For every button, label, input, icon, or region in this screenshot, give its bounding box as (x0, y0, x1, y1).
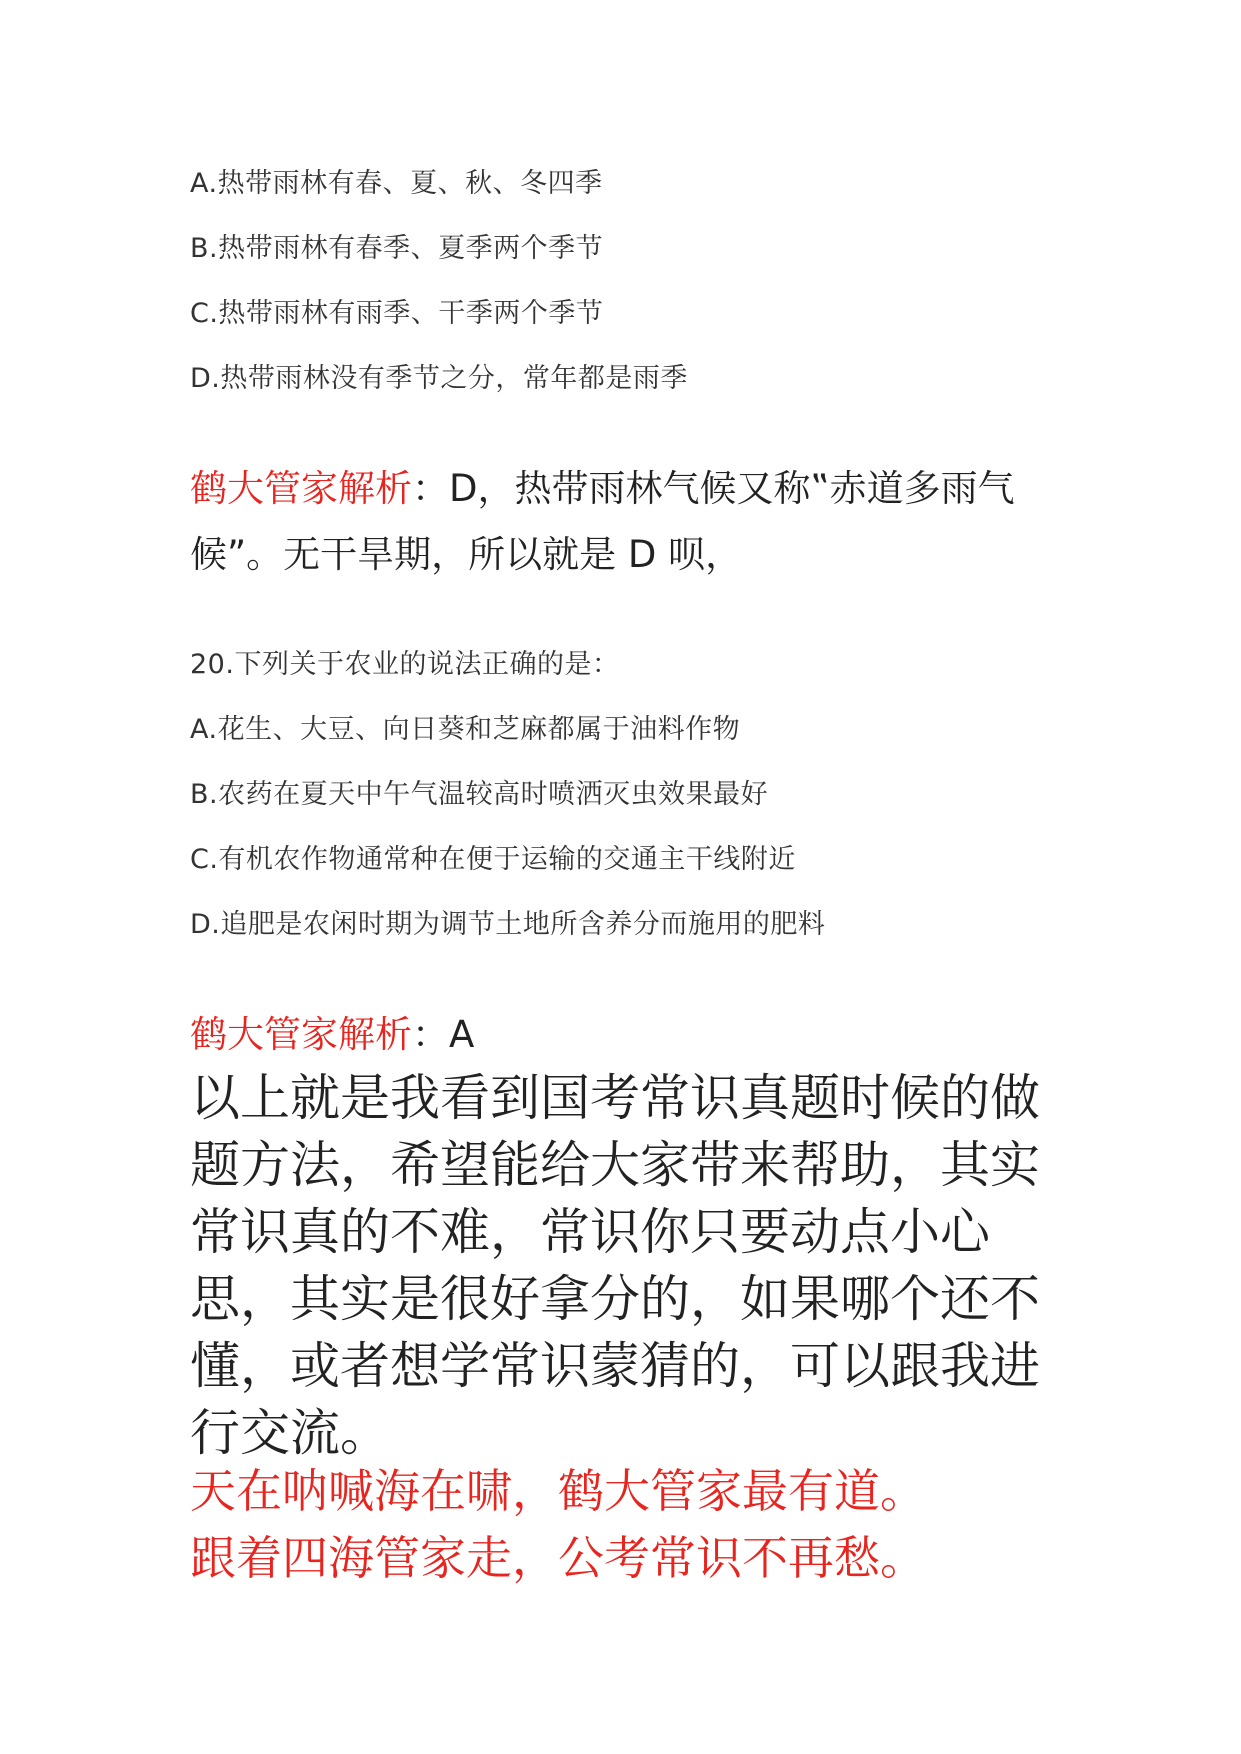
slogan-line-1: 天在呐喊海在啸，鹤大管家最有道。 (190, 1464, 926, 1518)
q20-analysis-text: A (449, 1013, 475, 1056)
q20-option-c: C.有机农作物通常种在便于运输的交通主干线附近 (190, 844, 796, 875)
document-page (190, 0, 1070, 1754)
q19-analysis-label: 鹤大管家解析 (190, 467, 412, 510)
q19-analysis (190, 456, 1070, 588)
q20-option-d: D.追肥是农闲时期为调节土地所含养分而施用的肥料 (190, 909, 826, 940)
q20-option-a: A.花生、大豆、向日葵和芝麻都属于油料作物 (190, 714, 741, 745)
q20-option-b: B.农药在夏天中午气温较高时喷洒灭虫效果最好 (190, 779, 769, 810)
q19-option-a: A.热带雨林有春、夏、秋、冬四季 (190, 168, 603, 199)
q19-option-b: B.热带雨林有春季、夏季两个季节 (190, 233, 604, 264)
q20-analysis-label: 鹤大管家解析 (190, 1013, 412, 1056)
q19-option-c: C.热带雨林有雨季、干季两个季节 (190, 298, 604, 329)
q20-question: 20.下列关于农业的说法正确的是： (190, 649, 620, 680)
q20-analysis-colon: ： (412, 1013, 449, 1056)
q19-analysis-colon: ： (412, 467, 449, 510)
q19-analysis-text: D，热带雨林气候又称‟赤道多雨气候”。无干旱期，所以就是 D 呗， (190, 467, 1015, 576)
closing-paragraph: 以上就是我看到国考常识真题时候的做题方法，希望能给大家带来帮助，其实常识真的不难，常识你只要动点小心思，其实是很好拿分的，如果哪个还不懂，或者想学常识蒙猜的，可以跟我进行交流。 (190, 1069, 1040, 1462)
q20-analysis (190, 1002, 1070, 1068)
slogan-line-2: 跟着四海管家走，公考常识不再愁。 (190, 1531, 926, 1585)
q19-option-d: D.热带雨林没有季节之分，常年都是雨季 (190, 363, 688, 394)
